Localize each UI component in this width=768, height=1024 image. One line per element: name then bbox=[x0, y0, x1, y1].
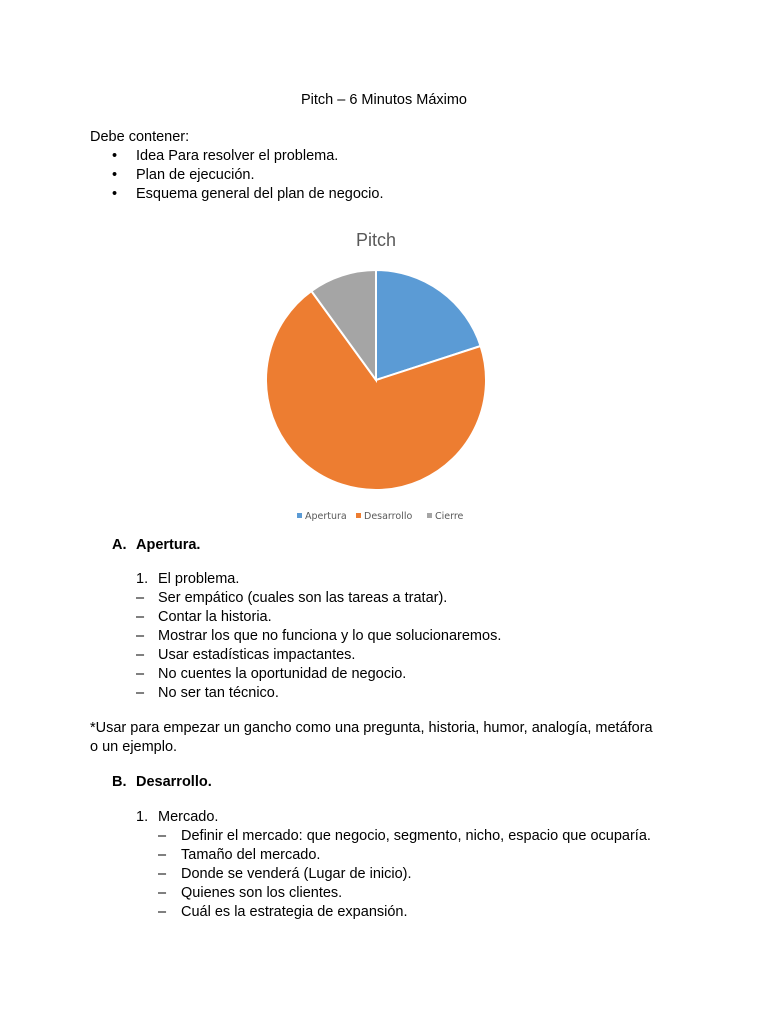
legend-swatch-apertura bbox=[297, 513, 302, 518]
sublist-marker: – bbox=[158, 866, 167, 882]
list-marker: 1. bbox=[136, 809, 149, 825]
legend-label-cierre: Cierre bbox=[435, 511, 464, 522]
section-a-heading: Apertura. bbox=[136, 537, 201, 553]
legend-label-apertura: Apertura bbox=[305, 511, 347, 522]
page-title: Pitch – 6 Minutos Máximo bbox=[300, 92, 467, 108]
list-marker: – bbox=[136, 609, 145, 625]
bullet-marker: • bbox=[112, 167, 118, 183]
legend-swatch-desarrollo bbox=[356, 513, 361, 518]
list-item: Contar la historia. bbox=[158, 609, 272, 625]
section-b-heading: Desarrollo. bbox=[136, 774, 212, 790]
list-item: Usar estadísticas impactantes. bbox=[158, 647, 356, 663]
sublist-item: Quienes son los clientes. bbox=[181, 885, 343, 901]
chart-legend bbox=[297, 511, 464, 522]
list-marker: – bbox=[136, 666, 145, 682]
section-b-marker: B. bbox=[112, 774, 127, 790]
list-item: No cuentes la oportunidad de negocio. bbox=[158, 666, 407, 682]
list-item: El problema. bbox=[158, 571, 240, 587]
list-item: Mercado. bbox=[158, 809, 219, 825]
chart-title: Pitch bbox=[355, 230, 397, 250]
list-item: Ser empático (cuales son las tareas a tratar). bbox=[158, 590, 448, 606]
list-marker: – bbox=[136, 590, 145, 606]
note-line: o un ejemplo. bbox=[90, 739, 178, 755]
intro-label: Debe contener: bbox=[90, 129, 190, 145]
list-item: Mostrar los que no funciona y lo que solucionaremos. bbox=[158, 628, 502, 644]
bullet-item: Idea Para resolver el problema. bbox=[136, 148, 339, 164]
list-marker: – bbox=[136, 647, 145, 663]
list-item: No ser tan técnico. bbox=[158, 685, 279, 701]
sublist-marker: – bbox=[158, 828, 167, 844]
bullet-marker: • bbox=[112, 148, 118, 164]
bullet-marker: • bbox=[112, 186, 118, 202]
list-marker: – bbox=[136, 628, 145, 644]
list-marker: – bbox=[136, 685, 145, 701]
list-marker: 1. bbox=[136, 571, 149, 587]
sublist-item: Cuál es la estrategia de expansión. bbox=[181, 904, 408, 920]
bullet-item: Esquema general del plan de negocio. bbox=[136, 186, 384, 202]
pie-slices bbox=[266, 270, 486, 490]
sublist-marker: – bbox=[158, 885, 167, 901]
sublist-item: Donde se venderá (Lugar de inicio). bbox=[181, 866, 412, 882]
section-a-marker: A. bbox=[112, 537, 127, 553]
bullet-item: Plan de ejecución. bbox=[136, 167, 255, 183]
sublist-item: Tamaño del mercado. bbox=[181, 847, 321, 863]
sublist-marker: – bbox=[158, 847, 167, 863]
sublist-item: Definir el mercado: que negocio, segmento, nicho, espacio que ocuparía. bbox=[181, 828, 651, 844]
legend-swatch-cierre bbox=[427, 513, 432, 518]
legend-label-desarrollo: Desarrollo bbox=[364, 511, 413, 522]
note-line: *Usar para empezar un gancho como una pregunta, historia, humor, analogía, metáfora bbox=[90, 720, 653, 736]
sublist-marker: – bbox=[158, 904, 167, 920]
